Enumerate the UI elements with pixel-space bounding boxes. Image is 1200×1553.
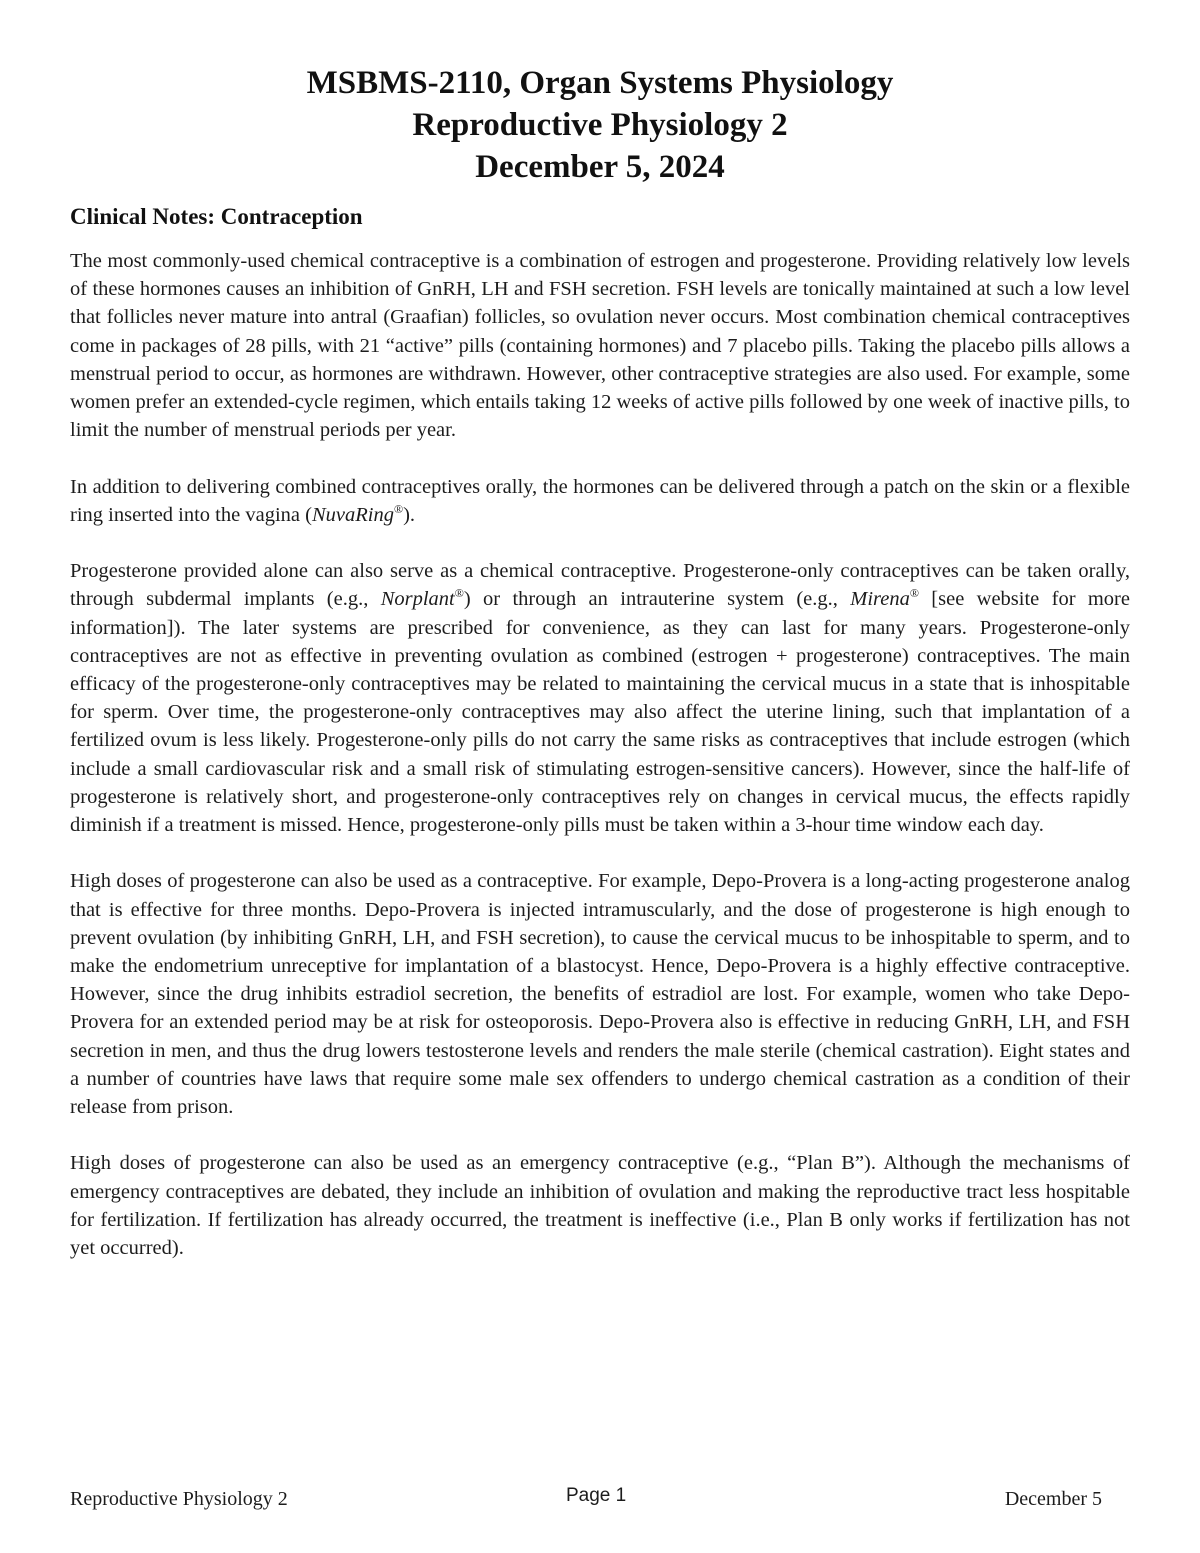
lecture-date: December 5, 2024 [475,149,725,185]
paragraph-combined-contraceptives: The most commonly-used chemical contraceptive is a combination of estrogen and progesterone. Providing relatively low levels of these hormones causes an inhibition of GnRH, LH and FSH secretion. FSH levels are tonically maintained at such a low level that follicles never mature into antral (Graafian) follicles, so ovulation never occurs. Most combination chemical contraceptives come in packages of 28 pills, with 21 “active” pills (containing hormones) and 7 placebo pills. Taking the placebo pills allows a menstrual period to occur, as hormones are withdrawn. However, other contraceptive strategies are also used. For example, some women prefer an extended-cycle regimen, which entails taking 12 weeks of active pills followed by one week of inactive pills, to limit the number of menstrual periods per year. [70,250,1130,442]
course-title: MSBMS-2110, Organ Systems Physiology [306,65,894,101]
registered-mark: ® [909,586,919,601]
paragraph-text: ). [403,503,416,526]
body-text [70,247,1130,1262]
lecture-title: Reproductive Physiology 2 [412,107,788,143]
paragraph-text: [see website for more information]). The later systems are prescribed for convenience, as they can last for many years. Progesterone-only contraceptives are not as effective in preventing ovulation as combined (estrogen + progesterone) contraceptives. The main efficacy of the progesterone-only contraceptives may be related to maintaining the cervical mucus in a state that is inhospitable for sperm. Over time, the progesterone-only contraceptives may also affect the uterine lining, such that implantation of a fertilized ovum is less likely. Progesterone-only pills do not carry the same risks as contraceptives that include estrogen (which include a small cardiovascular risk and a small risk of stimulating estrogen-sensitive cancers). However, since the half-life of progesterone is relatively short, and progesterone-only contraceptives rely on changes in cervical mucus, the effects rapidly diminish if a treatment is missed. Hence, progesterone-only pills must be taken within a 3-hour time window each day. [70,588,1130,837]
paragraph-text: Progesterone provided alone can also serve as a chemical contraceptive. Progesterone-only contraceptives can be taken orally, through subdermal implants (e.g., [70,560,1130,611]
footer-page-number: Page 1 [566,1485,627,1506]
section-heading: Clinical Notes: Contraception [70,204,363,229]
title-block [0,62,1200,188]
footer-date: December 5 [1004,1488,1102,1510]
footer-lecture: Reproductive Physiology 2 [70,1488,288,1510]
brand-nuvaring: NuvaRing [311,503,394,526]
paragraph-text: ) or through an intrauterine system (e.g., [463,588,851,611]
paragraph-delivery-methods [70,473,1130,529]
paragraph-progesterone-only [70,557,1130,839]
brand-norplant: Norplant [380,588,455,611]
registered-mark: ® [393,501,404,516]
registered-mark: ® [454,586,464,601]
paragraph-text: In addition to delivering combined contraceptives orally, the hormones can be delivered through a patch on the skin or a flexible ring inserted into the vagina ( [70,475,1130,526]
brand-mirena: Mirena [850,588,910,611]
paragraph-depo-provera: High doses of progesterone can also be used as a contraceptive. For example, Depo-Provera is a long-acting progesterone analog that is effective for three months. Depo-Provera is injected intramuscularly, and the dose of progesterone is high enough to prevent ovulation (by inhibiting GnRH, LH, and FSH secretion), to cause the cervical mucus to be inhospitable to sperm, and to make the endometrium unreceptive for implantation of a blastocyst. Hence, Depo-Provera is a highly effective contraceptive. However, since the drug inhibits estradiol secretion, the benefits of estradiol are lost. For example, women who take Depo-Provera for an extended period may be at risk for osteoporosis. Depo-Provera also is effective in reducing GnRH, LH, and FSH secretion in men, and thus the drug lowers testosterone levels and renders the male sterile (chemical castration). Eight states and a number of countries have laws that require some male sex offenders to undergo chemical castration as a condition of their release from prison. [70,870,1130,1119]
paragraph-emergency-contraceptive: High doses of progesterone can also be used as an emergency contraceptive (e.g., “Plan B”). Although the mechanisms of emergency contraceptives are debated, they include an inhibition of ovulation and making the reproductive tract less hospitable for fertilization. If fertilization has already occurred, the treatment is ineffective (i.e., Plan B only works if fertilization has not yet occurred). [70,1152,1130,1260]
